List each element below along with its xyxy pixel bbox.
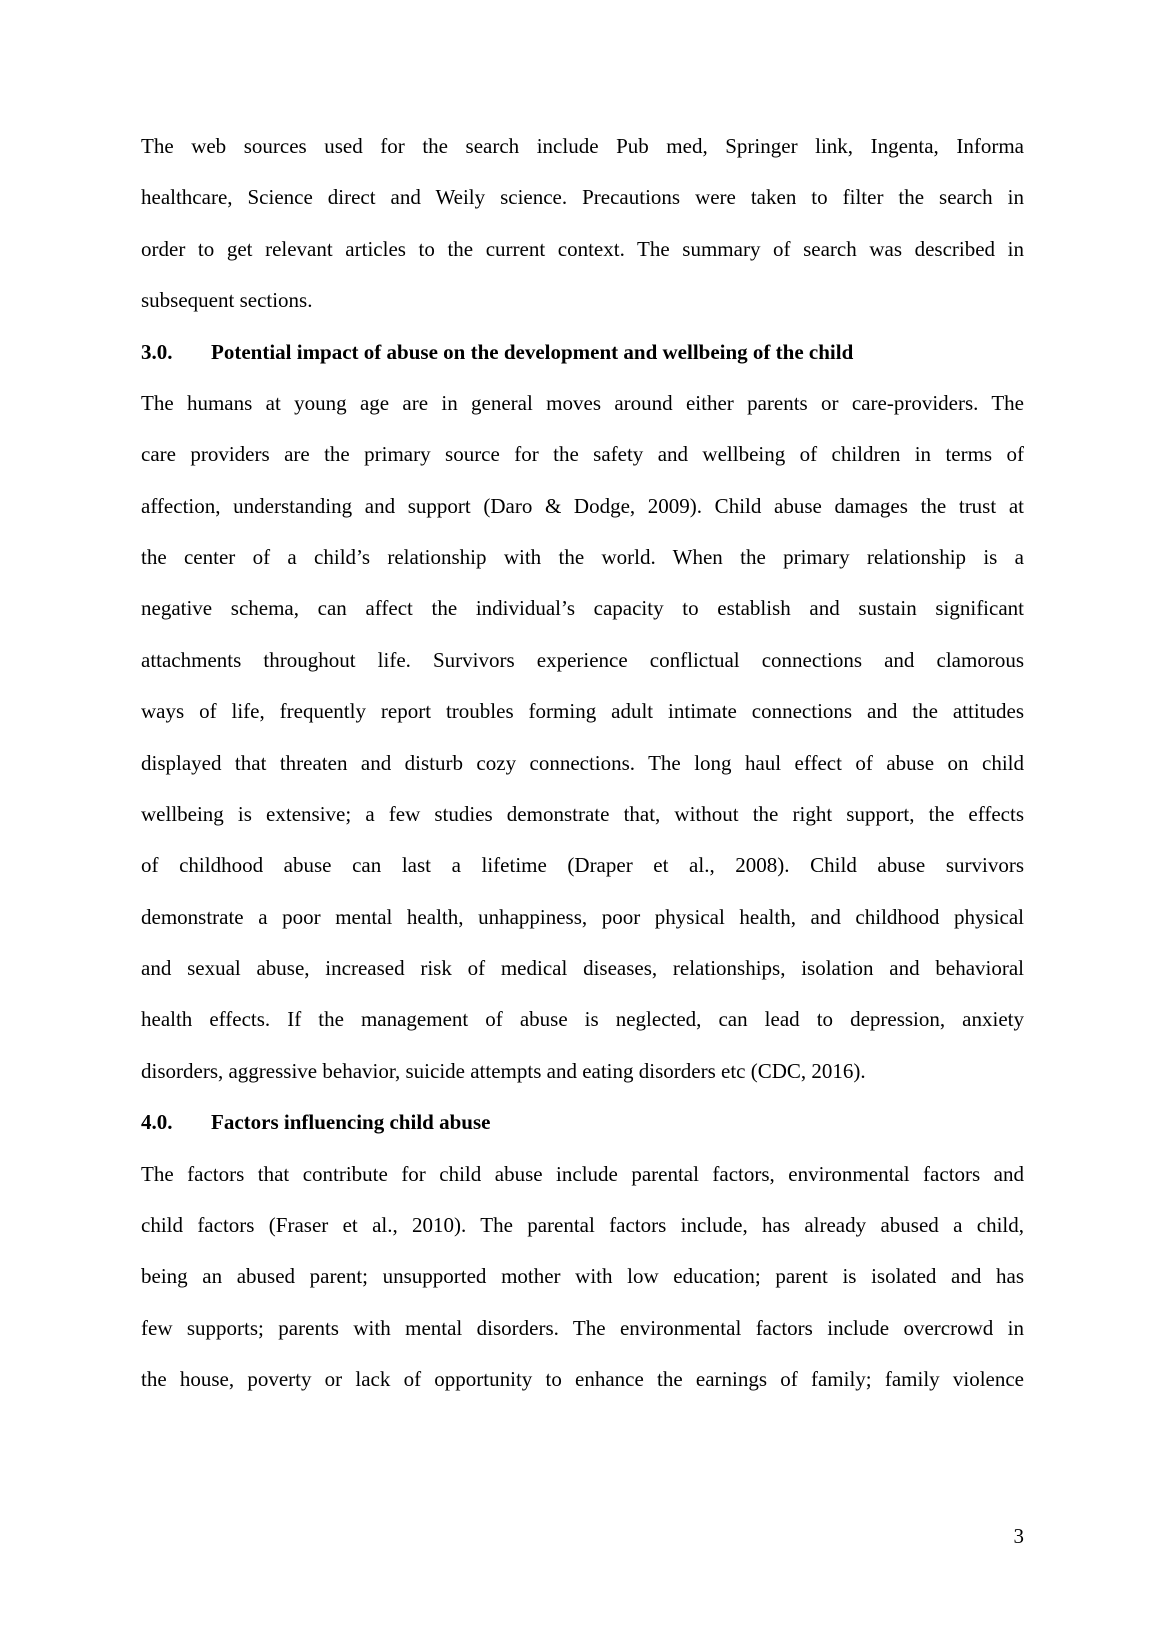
paragraph-search-sources (141, 121, 1024, 327)
text-line: disorders, aggressive behavior, suicide attempts and eating disorders etc (CDC, 2016). (141, 1058, 866, 1083)
text-line: subsequent sections. (141, 288, 313, 313)
text-line: being an abused parent; unsupported mother with low education; parent is isolated and has (141, 1264, 1024, 1289)
text-line: The humans at young age are in general moves around either parents or care-providers. The (141, 390, 1024, 415)
section-title: Factors influencing child abuse (211, 1110, 491, 1135)
text-line: health effects. If the management of abuse is neglected, can lead to depression, anxiety (141, 1007, 1024, 1032)
text-line: affection, understanding and support (Daro & Dodge, 2009). Child abuse damages the trust at (141, 493, 1024, 518)
text-line: child factors (Fraser et al., 2010). The parental factors include, has already abused a child, (141, 1212, 1024, 1237)
text-line: attachments throughout life. Survivors experience conflictual connections and clamorous (141, 647, 1024, 672)
text-line: wellbeing is extensive; a few studies demonstrate that, without the right support, the effects (141, 801, 1024, 826)
text-line: of childhood abuse can last a lifetime (Draper et al., 2008). Child abuse survivors (141, 853, 1024, 878)
text-line: healthcare, Science direct and Weily science. Precautions were taken to filter the search in (141, 185, 1024, 210)
text-line: order to get relevant articles to the current context. The summary of search was described in (141, 236, 1024, 261)
text-line: the center of a child’s relationship with the world. When the primary relationship is a (141, 545, 1024, 569)
text-line: few supports; parents with mental disorders. The environmental factors include overcrowd in (141, 1315, 1024, 1340)
document-page (141, 121, 1024, 1405)
text-line: negative schema, can affect the individual’s capacity to establish and sustain significant (141, 596, 1024, 621)
section-title: Potential impact of abuse on the development and wellbeing of the child (211, 339, 854, 364)
section-heading-4 (141, 1097, 1024, 1148)
text-line: and sexual abuse, increased risk of medical diseases, relationships, isolation and behavioral (141, 956, 1024, 980)
section-number: 4.0. (141, 1110, 173, 1135)
text-line: ways of life, frequently report troubles forming adult intimate connections and the attitudes (141, 699, 1024, 724)
text-line: The web sources used for the search include Pub med, Springer link, Ingenta, Informa (141, 134, 1024, 158)
paragraph-impact (141, 378, 1024, 1097)
paragraph-factors (141, 1149, 1024, 1406)
text-line: care providers are the primary source for the safety and wellbeing of children in terms of (141, 442, 1024, 467)
section-number: 3.0. (141, 339, 173, 364)
page-number: 3 (1013, 1524, 1024, 1548)
section-heading-3 (141, 327, 1024, 378)
text-line: displayed that threaten and disturb cozy connections. The long haul effect of abuse on child (141, 750, 1024, 775)
text-line: demonstrate a poor mental health, unhappiness, poor physical health, and childhood physical (141, 904, 1024, 929)
text-line: the house, poverty or lack of opportunity to enhance the earnings of family; family violence (141, 1367, 1024, 1391)
text-line: The factors that contribute for child abuse include parental factors, environmental factors and (141, 1161, 1024, 1186)
